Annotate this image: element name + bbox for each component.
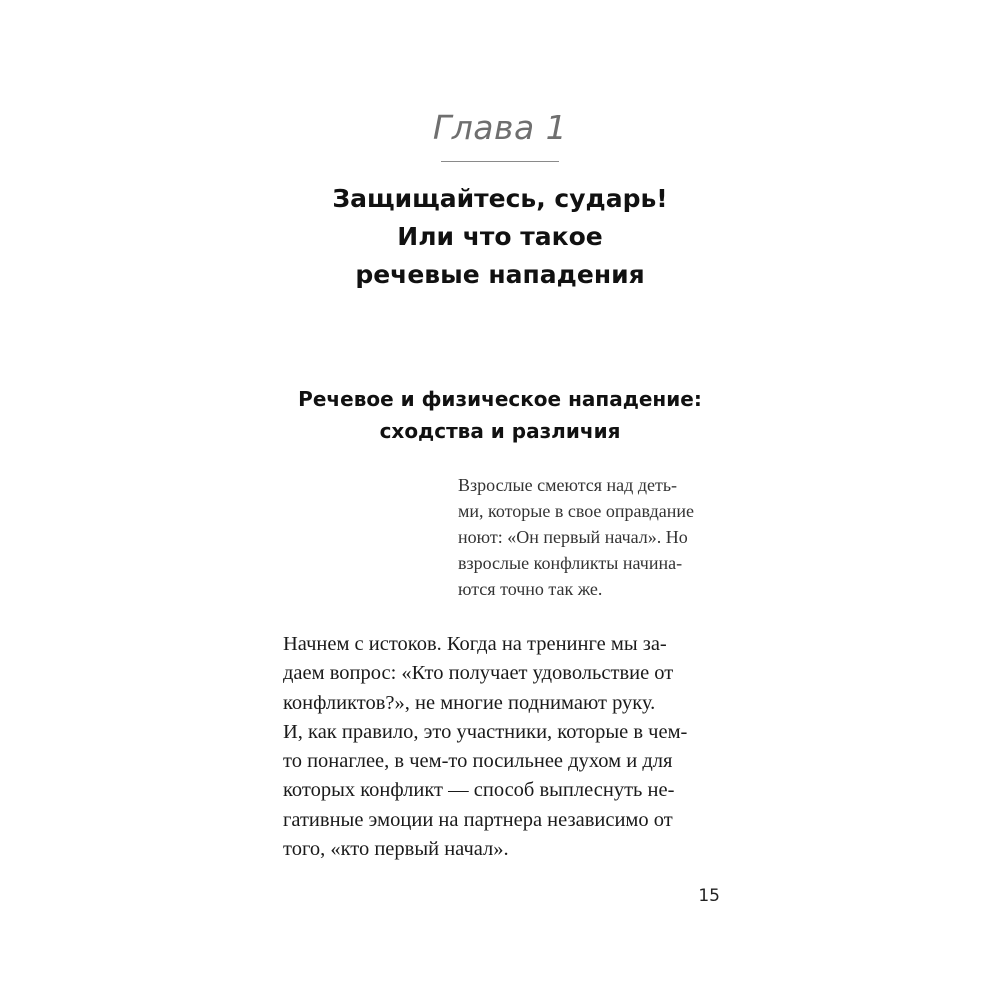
body-line: то понаглее, в чем-то посильнее духом и для <box>283 750 673 773</box>
section-title-line: сходства и различия <box>379 419 621 443</box>
chapter-title-line: речевые нападения <box>355 260 645 289</box>
section-title <box>0 383 1000 447</box>
section-title-line: Речевое и физическое нападение: <box>298 387 702 411</box>
body-line: которых конфликт — способ выплеснуть не- <box>283 779 675 802</box>
body-line: Начнем с истоков. Когда на тренинге мы за- <box>283 633 667 655</box>
chapter-title-line: Защищайтесь, сударь! <box>332 184 668 213</box>
body-line: гативные эмоции на партнера независимо от <box>283 808 673 831</box>
chapter-label: Глава 1 <box>432 108 568 147</box>
epigraph-line: ноют: «Он первый начал». Но <box>458 527 688 547</box>
epigraph-line: ми, которые в свое оправдание <box>458 501 694 521</box>
body-line: даем вопрос: «Кто получает удовольствие от <box>283 662 674 685</box>
body-line: И, как правило, это участники, которые в чем- <box>283 720 688 743</box>
epigraph-line: Взрослые смеются над деть- <box>458 475 678 495</box>
chapter-title <box>0 180 1000 294</box>
body-paragraph <box>283 630 723 864</box>
epigraph-line: взрослые конфликты начина- <box>458 553 683 573</box>
body-line: того, «кто первый начал». <box>283 838 509 861</box>
page-number: 15 <box>698 886 720 906</box>
epigraph-line: ются точно так же. <box>458 579 603 599</box>
chapter-divider <box>441 161 559 162</box>
body-line: конфликтов?», не многие поднимают руку. <box>283 691 656 714</box>
epigraph <box>458 472 720 602</box>
chapter-title-line: Или что такое <box>397 222 603 251</box>
